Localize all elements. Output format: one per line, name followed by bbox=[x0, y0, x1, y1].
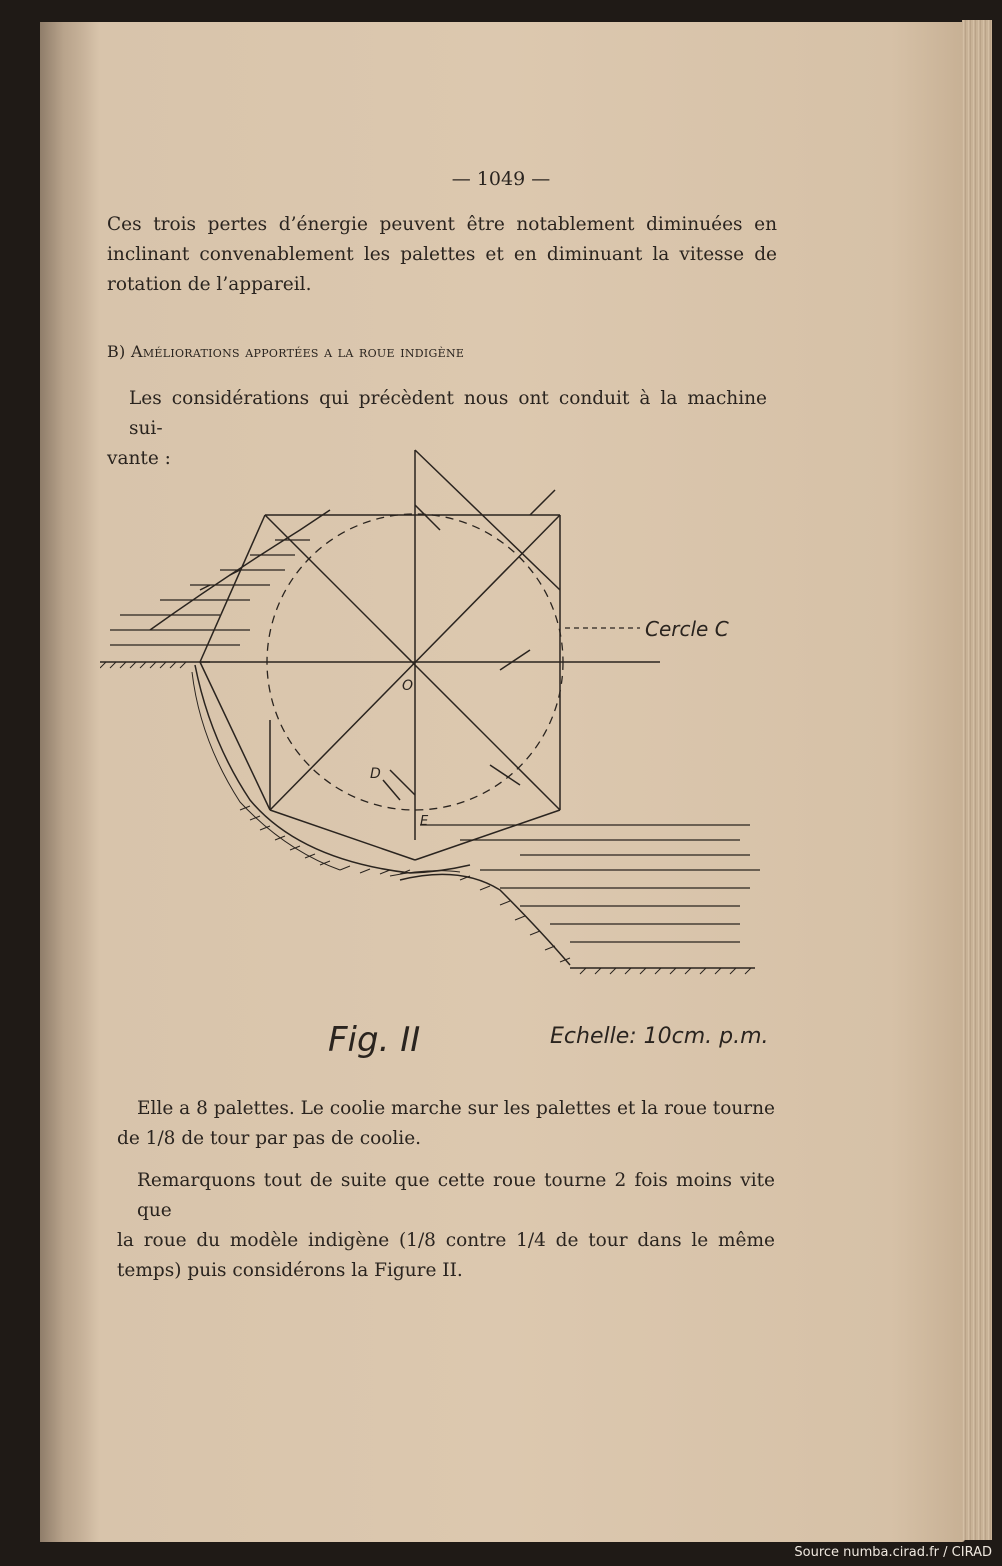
text-line: Ces trois pertes d’énergie peuvent être notablement diminuées en bbox=[107, 214, 777, 235]
text-line: rotation de l’appareil. bbox=[107, 274, 312, 295]
text-line: Remarquons tout de suite que cette roue tourne 2 fois moins vite que bbox=[137, 1170, 775, 1221]
text-line: la roue du modèle indigène (1/8 contre 1/4 de tour dans le même bbox=[117, 1230, 775, 1251]
page-binding-shadow bbox=[40, 22, 100, 1542]
figure-scale: Echelle: 10cm. p.m. bbox=[550, 1024, 769, 1049]
text-line: inclinant convenablement les palettes et en diminuant la vitesse de bbox=[107, 244, 777, 265]
figure-water-wheel-diagram bbox=[100, 440, 780, 1000]
paragraph-remark bbox=[117, 1166, 775, 1286]
paragraph-paddles bbox=[117, 1094, 775, 1154]
page-number: — 1049 — bbox=[451, 168, 551, 190]
text-line: vante : bbox=[107, 448, 171, 469]
figure-caption: Fig. II bbox=[328, 1020, 421, 1060]
label-o: O bbox=[402, 678, 414, 694]
paragraph-energy-losses bbox=[107, 210, 777, 300]
text-line: Les considérations qui précèdent nous ont conduit à la machine sui- bbox=[129, 388, 767, 439]
page-stack-edges bbox=[962, 20, 992, 1540]
text-line: de 1/8 de tour par pas de coolie. bbox=[117, 1128, 422, 1149]
section-heading: B) Améliorations apportées a la roue indigène bbox=[107, 342, 465, 361]
label-e: E bbox=[420, 814, 429, 829]
source-footer: Source numba.cirad.fr / CIRAD bbox=[794, 1545, 992, 1560]
text-line: Elle a 8 palettes. Le coolie marche sur les palettes et la roue tourne bbox=[137, 1098, 775, 1119]
label-cercle-c: Cercle C bbox=[645, 617, 729, 641]
text-line: temps) puis considérons la Figure II. bbox=[117, 1260, 463, 1281]
label-d: D bbox=[370, 766, 381, 782]
